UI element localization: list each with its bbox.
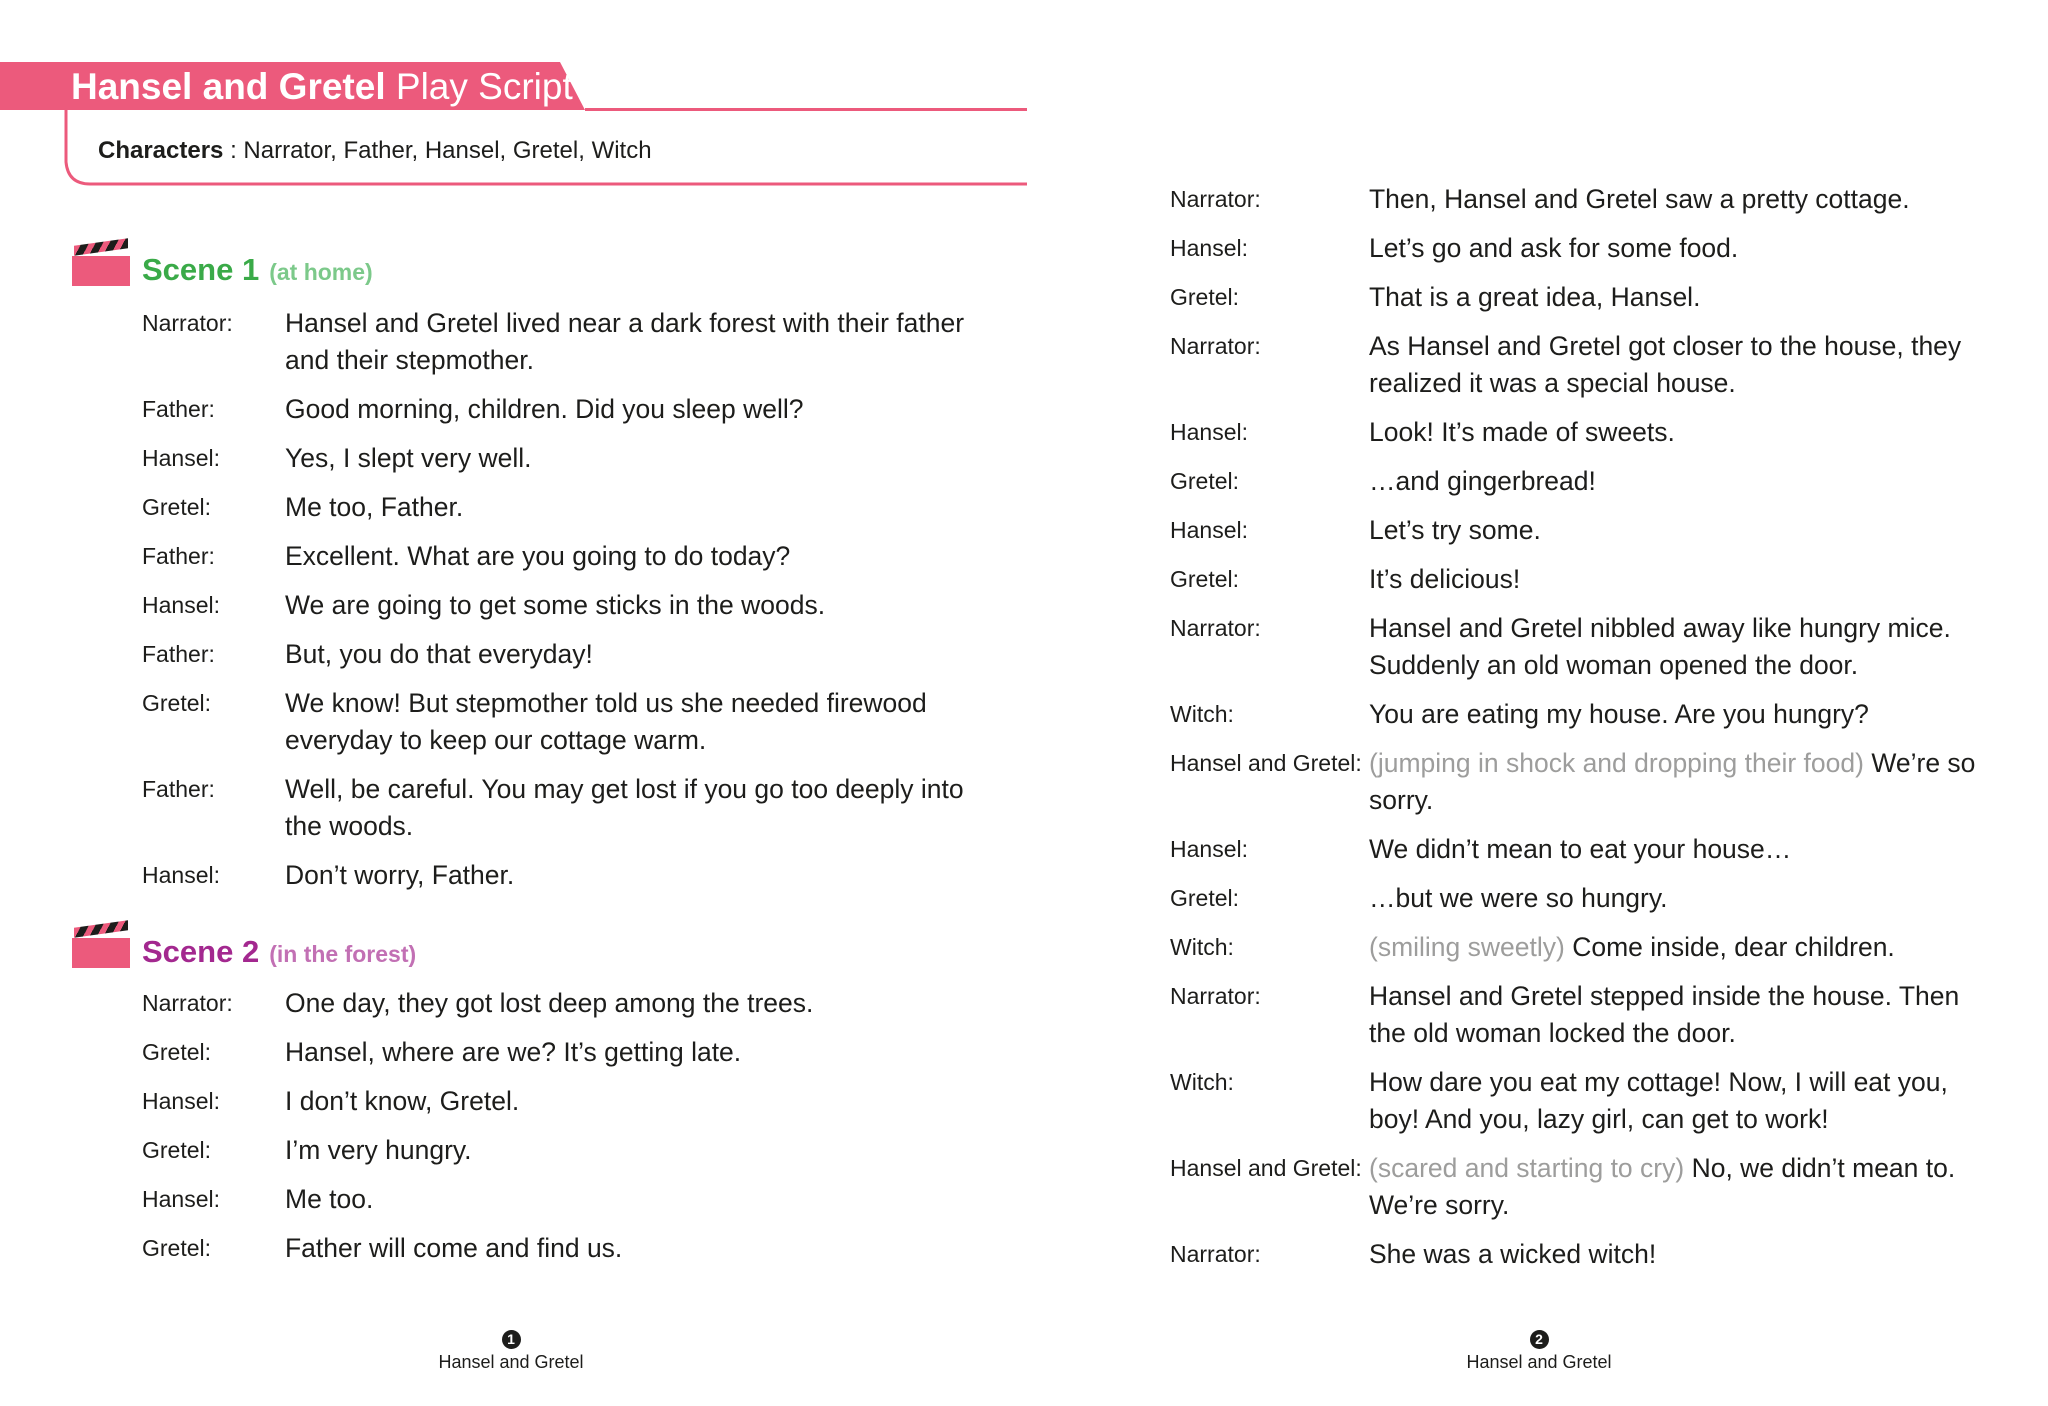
speech-text xyxy=(285,685,975,759)
speech-text xyxy=(285,1083,975,1120)
speaker-label: Narrator: xyxy=(1170,983,1261,1009)
speech-content: Yes, I slept very well. xyxy=(285,443,532,473)
speech-text xyxy=(285,1034,975,1071)
speech-content: She was a wicked witch! xyxy=(1369,1239,1657,1269)
script-line xyxy=(142,1230,982,1267)
footer-left xyxy=(361,1330,661,1373)
script-line xyxy=(1170,328,2030,402)
speech-content: It’s delicious! xyxy=(1369,564,1521,594)
script-line xyxy=(1170,1150,2030,1224)
scene2-title: Scene 2 xyxy=(142,934,260,969)
speech-text xyxy=(285,305,975,379)
speech-text xyxy=(285,538,975,575)
clapperboard-icon xyxy=(72,924,130,968)
script-line xyxy=(1170,1064,2030,1138)
speaker-label: Father: xyxy=(142,396,215,422)
speaker-label: Witch: xyxy=(1170,1069,1234,1095)
script-line xyxy=(1170,561,2030,598)
speech-content: Let’s go and ask for some food. xyxy=(1369,233,1739,263)
speech-content: Me too, Father. xyxy=(285,492,464,522)
stage-direction: (smiling sweetly) xyxy=(1369,932,1565,962)
script-line xyxy=(142,489,982,526)
scene1-setting: (at home) xyxy=(269,259,373,285)
speech-text xyxy=(1369,880,1999,917)
speech-text xyxy=(1369,230,1999,267)
script-line xyxy=(142,771,982,845)
speaker-label: Father: xyxy=(142,641,215,667)
speech-content: …and gingerbread! xyxy=(1369,466,1596,496)
speech-content: As Hansel and Gretel got closer to the house, they realized it was a special house. xyxy=(1369,331,1962,398)
speech-content: No, we didn’t mean to. We’re sorry. xyxy=(1369,1153,1956,1220)
title-rest: Play Script xyxy=(395,66,573,107)
characters-line xyxy=(98,136,652,166)
speech-text xyxy=(1369,181,1999,218)
speaker-label: Hansel: xyxy=(1170,235,1248,261)
speaker-label: Gretel: xyxy=(142,494,212,520)
footer-label: Hansel and Gretel xyxy=(438,1352,584,1372)
speech-content: Father will come and find us. xyxy=(285,1233,623,1263)
speech-text xyxy=(1369,561,1999,598)
page-number: 2 xyxy=(1530,1330,1549,1349)
speech-text xyxy=(285,587,975,624)
speech-content: Good morning, children. Did you sleep well? xyxy=(285,394,804,424)
speech-content: Come inside, dear children. xyxy=(1572,932,1895,962)
speaker-label: Narrator: xyxy=(1170,1241,1261,1267)
speaker-label: Hansel: xyxy=(142,1186,220,1212)
speaker-label: Gretel: xyxy=(142,1235,212,1261)
scene1-title: Scene 1 xyxy=(142,252,260,287)
speech-content: That is a great idea, Hansel. xyxy=(1369,282,1701,312)
speech-text xyxy=(1369,610,1999,684)
page-right xyxy=(1024,0,2048,1406)
script-line xyxy=(142,538,982,575)
page-title xyxy=(71,64,573,110)
script-line xyxy=(142,440,982,477)
script-line xyxy=(142,685,982,759)
speech-content: How dare you eat my cottage! Now, I will eat you, boy! And you, lazy girl, can get to work! xyxy=(1369,1067,1948,1134)
speech-text xyxy=(1369,279,1999,316)
speech-text xyxy=(285,1181,975,1218)
speech-text xyxy=(1369,745,1999,819)
script-line xyxy=(142,1034,982,1071)
page-number: 1 xyxy=(502,1330,521,1349)
speech-text xyxy=(285,985,975,1022)
script-line xyxy=(1170,978,2030,1052)
speech-content: I’m very hungry. xyxy=(285,1135,472,1165)
title-bold: Hansel and Gretel xyxy=(71,66,386,107)
footer-label: Hansel and Gretel xyxy=(1466,1352,1612,1372)
script-line xyxy=(1170,414,2030,451)
script-line xyxy=(142,636,982,673)
characters-label: Characters xyxy=(98,137,224,164)
speech-content: We didn’t mean to eat your house… xyxy=(1369,834,1792,864)
speech-content: Hansel and Gretel stepped inside the house. Then the old woman locked the door. xyxy=(1369,981,1960,1048)
speaker-label: Narrator: xyxy=(1170,333,1261,359)
speech-text xyxy=(1369,1236,1999,1273)
speech-text xyxy=(285,857,975,894)
footer-right xyxy=(1389,1330,1689,1373)
speech-text xyxy=(285,1132,975,1169)
speech-text xyxy=(1369,831,1999,868)
script-line xyxy=(142,1181,982,1218)
speech-text xyxy=(1369,929,1999,966)
speech-text xyxy=(1369,1150,1999,1224)
scene2-setting: (in the forest) xyxy=(269,941,417,967)
script-line xyxy=(1170,929,2030,966)
script-line xyxy=(142,305,982,379)
script-line xyxy=(1170,230,2030,267)
stage-direction: (jumping in shock and dropping their food) xyxy=(1369,748,1864,778)
scene1-lines xyxy=(142,305,982,906)
speech-content: Don’t worry, Father. xyxy=(285,860,515,890)
script-line xyxy=(1170,831,2030,868)
speech-content: Let’s try some. xyxy=(1369,515,1541,545)
speaker-label: Father: xyxy=(142,776,215,802)
speech-text xyxy=(285,1230,975,1267)
speech-content: Well, be careful. You may get lost if you go too deeply into the woods. xyxy=(285,774,964,841)
scene2-lines xyxy=(142,985,982,1279)
speech-text xyxy=(1369,1064,1999,1138)
stage-direction: (scared and starting to cry) xyxy=(1369,1153,1685,1183)
speech-content: Look! It’s made of sweets. xyxy=(1369,417,1675,447)
speaker-label: Gretel: xyxy=(1170,468,1240,494)
speaker-label: Gretel: xyxy=(1170,566,1240,592)
speaker-label: Narrator: xyxy=(1170,186,1261,212)
speaker-label: Hansel: xyxy=(142,592,220,618)
speaker-label: Gretel: xyxy=(1170,284,1240,310)
script-line xyxy=(142,587,982,624)
speech-text xyxy=(1369,463,1999,500)
scene1-heading xyxy=(142,252,373,288)
speech-text xyxy=(1369,328,1999,402)
speech-text xyxy=(285,636,975,673)
characters-list: Narrator, Father, Hansel, Gretel, Witch xyxy=(243,137,652,164)
script-line xyxy=(1170,181,2030,218)
speaker-label: Gretel: xyxy=(142,1039,212,1065)
speaker-label: Narrator: xyxy=(1170,615,1261,641)
speech-content: I don’t know, Gretel. xyxy=(285,1086,520,1116)
script-line xyxy=(142,391,982,428)
speech-content: Hansel and Gretel nibbled away like hungry mice. Suddenly an old woman opened the door. xyxy=(1369,613,1951,680)
speaker-label: Hansel and Gretel: xyxy=(1170,1155,1362,1181)
speaker-label: Gretel: xyxy=(142,690,212,716)
speech-text xyxy=(1369,696,1999,733)
speech-content: One day, they got lost deep among the trees. xyxy=(285,988,814,1018)
script-line xyxy=(142,857,982,894)
right-lines xyxy=(1170,181,2030,1285)
speech-text xyxy=(1369,414,1999,451)
speech-content: Then, Hansel and Gretel saw a pretty cottage. xyxy=(1369,184,1910,214)
script-line xyxy=(1170,1236,2030,1273)
speech-text xyxy=(1369,978,1999,1052)
speaker-label: Father: xyxy=(142,543,215,569)
scene2-heading xyxy=(142,934,416,970)
speech-text xyxy=(285,391,975,428)
speech-content: But, you do that everyday! xyxy=(285,639,593,669)
speaker-label: Narrator: xyxy=(142,990,233,1016)
script-line xyxy=(142,985,982,1022)
speech-content: …but we were so hungry. xyxy=(1369,883,1668,913)
speaker-label: Hansel: xyxy=(142,445,220,471)
speaker-label: Hansel: xyxy=(142,862,220,888)
speaker-label: Gretel: xyxy=(1170,885,1240,911)
speaker-label: Hansel: xyxy=(1170,836,1248,862)
speaker-label: Gretel: xyxy=(142,1137,212,1163)
script-line xyxy=(1170,880,2030,917)
script-line xyxy=(1170,279,2030,316)
speaker-label: Hansel: xyxy=(142,1088,220,1114)
characters-separator: : xyxy=(230,137,237,164)
clapperboard-icon xyxy=(72,242,130,286)
speech-text xyxy=(285,440,975,477)
script-line xyxy=(1170,696,2030,733)
script-line xyxy=(1170,745,2030,819)
speaker-label: Witch: xyxy=(1170,701,1234,727)
speech-content: Me too. xyxy=(285,1184,374,1214)
speech-content: Excellent. What are you going to do today? xyxy=(285,541,791,571)
script-line xyxy=(1170,610,2030,684)
speech-content: We know! But stepmother told us she needed firewood everyday to keep our cottage warm. xyxy=(285,688,927,755)
speaker-label: Hansel and Gretel: xyxy=(1170,750,1362,776)
speaker-label: Narrator: xyxy=(142,310,233,336)
script-line xyxy=(1170,512,2030,549)
speech-text xyxy=(285,489,975,526)
speech-content: We are going to get some sticks in the woods. xyxy=(285,590,826,620)
script-line xyxy=(1170,463,2030,500)
speaker-label: Witch: xyxy=(1170,934,1234,960)
speaker-label: Hansel: xyxy=(1170,419,1248,445)
speech-content: Hansel, where are we? It’s getting late. xyxy=(285,1037,742,1067)
speech-text xyxy=(1369,512,1999,549)
speech-content: You are eating my house. Are you hungry? xyxy=(1369,699,1869,729)
speech-content: We’re so sorry. xyxy=(1369,748,1976,815)
speech-content: Hansel and Gretel lived near a dark forest with their father and their stepmother. xyxy=(285,308,965,375)
script-line xyxy=(142,1132,982,1169)
speech-text xyxy=(285,771,975,845)
speaker-label: Hansel: xyxy=(1170,517,1248,543)
script-line xyxy=(142,1083,982,1120)
